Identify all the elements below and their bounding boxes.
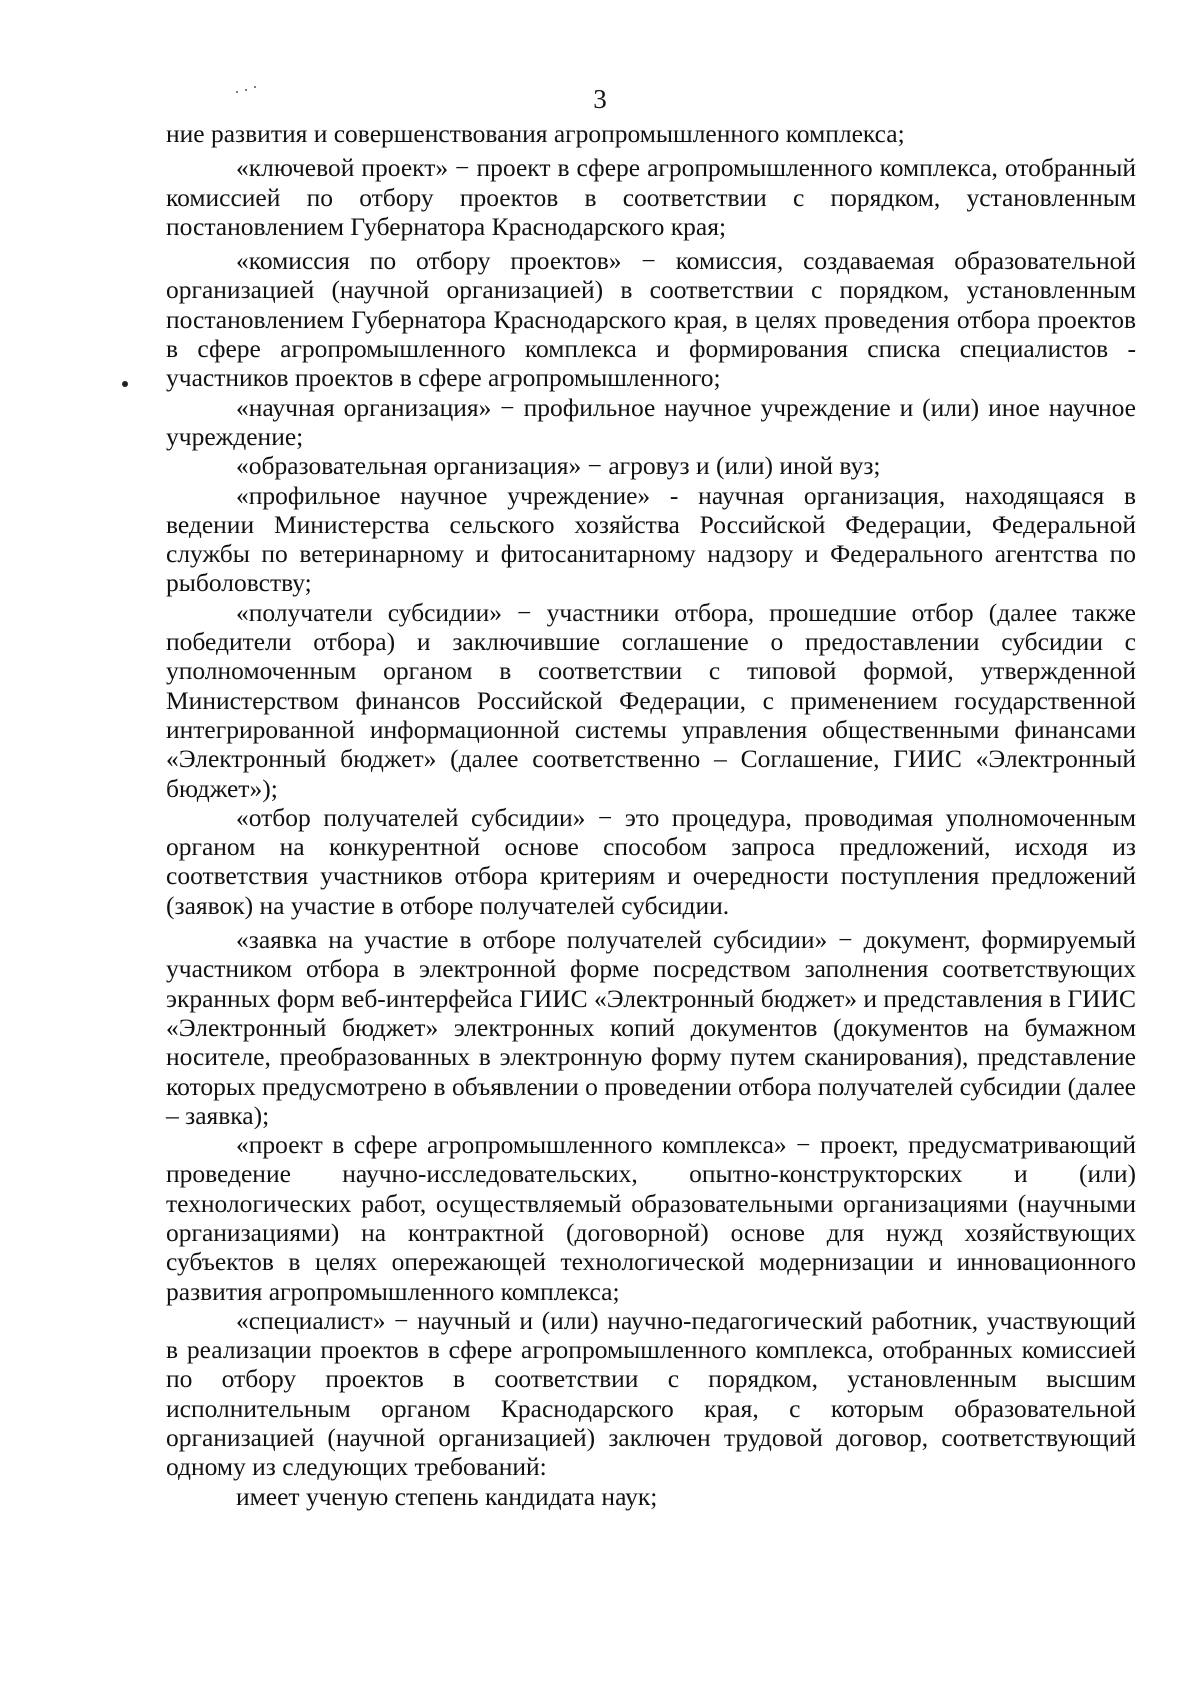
definition-agro-project: «проект в сфере агропромышленного комплекса» − проект, предусматривающий проведение научно-исследовательских, опытно-конструкторских и (или) технологических работ, осуществляемый образовательными организациями (научными организациями) на контрактной (договорной) основе для нужд хозяйствующих субъектов в целях опережающей технологической модернизации и инновационного развития агропромышленного комплекса; <box>166 1130 1136 1306</box>
definition-specialized-institution: «профильное научное учреждение» - научная организация, находящаяся в ведении Министерства сельского хозяйства Российской Федерации, Федеральной службы по ветеринарному и фитосанитарному надзору и Федерального агентства по рыболовству; <box>166 480 1136 598</box>
margin-dot <box>122 381 128 387</box>
definition-subsidy-recipients: «получатели субсидии» − участники отбора, прошедшие отбор (далее также победители отбора) и заключившие соглашение о предоставлении субсидии с уполномоченным органом в соответствии с типовой формой, утвержденной Министерством финансов Российской Федерации, с применением государственной интегрированной информационной системы управления общественными финансами «Электронный бюджет» (далее соответственно – Соглашение, ГИИС «Электронный бюджет»); <box>166 597 1136 803</box>
page-number: 3 <box>593 84 607 114</box>
definition-scientific-organization: «научная организация» − профильное научное учреждение и (или) иное научное учреждение; <box>166 392 1136 451</box>
paragraph-continuation: ние развития и совершенствования агропромышленного комплекса; <box>166 119 905 148</box>
body-text <box>166 119 1136 1511</box>
definition-educational-organization: «образовательная организация» − агровуз и (или) иной вуз; <box>236 451 881 481</box>
definition-selection-commission: «комиссия по отбору проектов» − комиссия, создаваемая образовательной организацией (научной организацией) в соответствии с порядком, установленным постановлением Губернатора Краснодарского края, в целях проведения отбора проектов в сфере агропромышленного комплекса и формирования списка специалистов - участников проектов в сфере агропромышленного; <box>166 246 1136 393</box>
requirement-candidate-degree: имеет ученую степень кандидата наук; <box>236 1481 658 1511</box>
definition-key-project: «ключевой проект» − проект в сфере агропромышленного комплекса, отобранный комиссией по отбору проектов в соответствии с порядком, установленным постановлением Губернатора Краснодарского края; <box>166 153 1136 241</box>
definition-recipient-selection: «отбор получателей субсидии» − это процедура, проводимая уполномоченным органом на конкурентной основе способом запроса предложений, исходя из соответствия участников отбора критериям и очередности поступления предложений (заявок) на участие в отборе получателей субсидии. <box>166 802 1136 920</box>
definition-specialist: «специалист» − научный и (или) научно-педагогический работник, участвующий в реализации проектов в сфере агропромышленного комплекса, отобранных комиссией по отбору проектов в соответствии с порядком, установленным высшим исполнительным органом Краснодарского края, с которым образовательной организацией (научной организацией) заключен трудовой договор, соответствующий одному из следующих требований: <box>166 1305 1136 1482</box>
definition-application: «заявка на участие в отборе получателей субсидии» − документ, формируемый участником отбора в электронной форме посредством заполнения соответствующих экранных форм веб-интерфейса ГИИС «Электронный бюджет» и представления в ГИИС «Электронный бюджет» электронных копий документов (документов на бумажном носителе, преобразованных в электронную форму путем сканирования), представление которых предусмотрено в объявлении о проведении отбора получателей субсидии (далее – заявка); <box>166 925 1136 1130</box>
